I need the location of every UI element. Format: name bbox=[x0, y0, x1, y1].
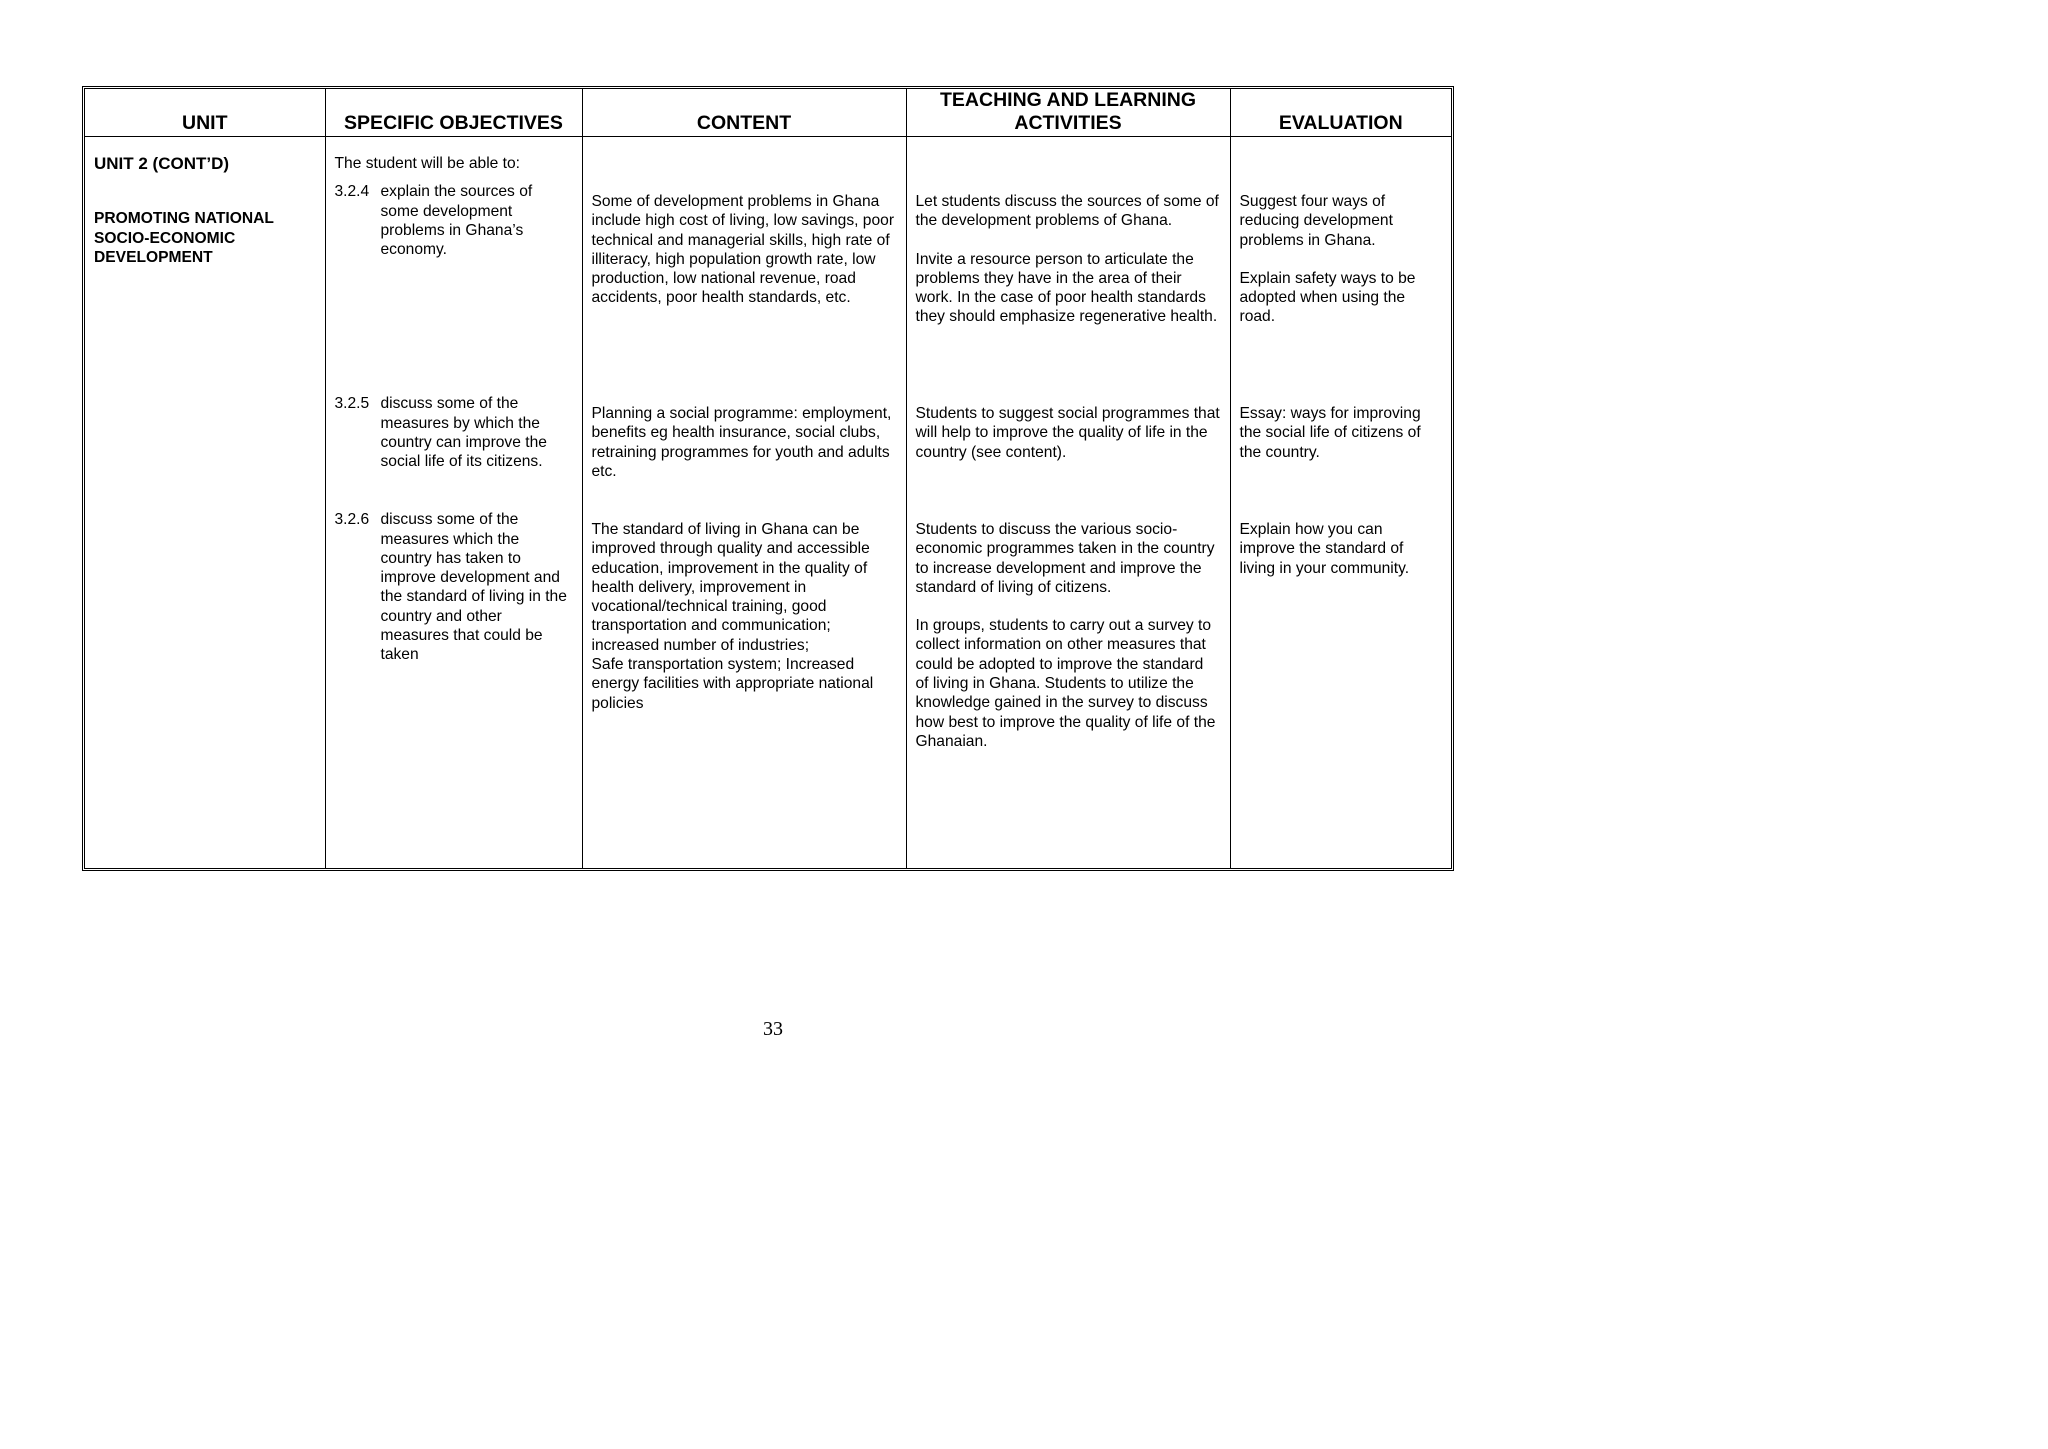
objective-block bbox=[335, 182, 573, 394]
content-text: Some of development problems in Ghana include high cost of living, low savings, poor technical and managerial skills, high rate of illiteracy, high population growth rate, low production, low national revenue, road accidents, poor health standards, etc. bbox=[591, 193, 895, 307]
activities-block bbox=[916, 520, 1221, 751]
activities-block bbox=[916, 404, 1221, 520]
evaluation-block bbox=[1240, 192, 1443, 404]
unit-topic-line: PROMOTING NATIONAL bbox=[94, 210, 274, 227]
activities-block bbox=[916, 192, 1221, 404]
objective-number: 3.2.4 bbox=[334, 183, 370, 201]
content-block bbox=[592, 404, 897, 520]
activities-text: Invite a resource person to articulate the problems they have in the area of their work. In the case of poor health standards they should emphasize regenerative health. bbox=[915, 250, 1218, 326]
evaluation-block bbox=[1240, 520, 1443, 578]
evaluation-block bbox=[1240, 404, 1443, 520]
content-text: Safe transportation system; Increased energy facilities with appropriate national policies bbox=[591, 656, 874, 712]
evaluation-cell bbox=[1230, 137, 1451, 869]
content-text: Planning a social programme: employment, benefits eg health insurance, social clubs, retraining programmes for youth and adults etc. bbox=[591, 405, 892, 480]
syllabus-table bbox=[85, 89, 1451, 868]
objective-block bbox=[335, 510, 573, 664]
activities-text: Students to suggest social programmes that will help to improve the quality of life in the country (see content). bbox=[915, 405, 1220, 461]
objective-number: 3.2.5 bbox=[334, 395, 370, 413]
header-teaching-learning-activities bbox=[906, 89, 1230, 137]
activities-text: Let students discuss the sources of some of the development problems of Ghana. bbox=[915, 193, 1219, 230]
objective-item bbox=[335, 510, 573, 664]
activities-text: In groups, students to carry out a survey to collect information on other measures that could be adopted to improve the standard of living in Ghana. Students to utilize the knowledge gained in the survey to discuss how best to improve the quality of life of the Ghanaian. bbox=[915, 617, 1216, 750]
content-block bbox=[592, 520, 897, 713]
objective-block bbox=[335, 394, 573, 510]
content-cell bbox=[582, 137, 906, 869]
header-activities-line1: TEACHING AND LEARNING bbox=[939, 89, 1197, 111]
objectives-intro: The student will be able to: bbox=[334, 155, 521, 172]
unit-cell bbox=[85, 137, 325, 869]
evaluation-text: Essay: ways for improving the social life of citizens of the country. bbox=[1239, 405, 1421, 461]
objective-text: discuss some of the measures by which the country can improve the social life of its citizens. bbox=[380, 395, 547, 471]
header-row bbox=[85, 89, 1451, 137]
header-evaluation: EVALUATION bbox=[1230, 89, 1451, 137]
objective-item bbox=[335, 394, 573, 471]
page-number: 33 bbox=[763, 1018, 783, 1040]
header-activities-line2: ACTIVITIES bbox=[1014, 112, 1122, 134]
header-specific-objectives: SPECIFIC OBJECTIVES bbox=[325, 89, 582, 137]
syllabus-table-frame bbox=[82, 86, 1454, 871]
unit-topic-line: SOCIO-ECONOMIC bbox=[94, 229, 236, 247]
unit-title: UNIT 2 (CONT’D) bbox=[94, 154, 230, 173]
objective-item bbox=[335, 182, 573, 259]
header-content: CONTENT bbox=[582, 89, 906, 137]
content-text: The standard of living in Ghana can be improved through quality and accessible education, improvement in the quality of health delivery, improvement in vocational/technical training, good transportation and communication; increased number of industries; bbox=[591, 521, 870, 654]
objective-number: 3.2.6 bbox=[334, 511, 370, 529]
objective-text: explain the sources of some development problems in Ghana’s economy. bbox=[380, 183, 533, 259]
activities-text: Students to discuss the various socio-economic programmes taken in the country to increase development and improve the standard of living of citizens. bbox=[915, 521, 1215, 596]
body-row bbox=[85, 137, 1451, 869]
header-unit: UNIT bbox=[85, 89, 325, 137]
evaluation-text: Suggest four ways of reducing development problems in Ghana. bbox=[1239, 193, 1393, 249]
paragraph-gap bbox=[916, 231, 1221, 250]
content-block bbox=[592, 192, 897, 404]
objective-text: discuss some of the measures which the country has taken to improve development and the standard of living in the country and other measures that could be taken bbox=[380, 511, 567, 664]
paragraph-gap bbox=[1240, 250, 1443, 269]
activities-cell bbox=[906, 137, 1230, 869]
unit-topic bbox=[94, 209, 316, 268]
objectives-cell bbox=[325, 137, 582, 869]
paragraph-gap bbox=[916, 597, 1221, 616]
evaluation-text: Explain safety ways to be adopted when using the road. bbox=[1239, 269, 1416, 326]
evaluation-text: Explain how you can improve the standard of living in your community. bbox=[1239, 521, 1410, 577]
unit-topic-line: DEVELOPMENT bbox=[94, 249, 213, 266]
